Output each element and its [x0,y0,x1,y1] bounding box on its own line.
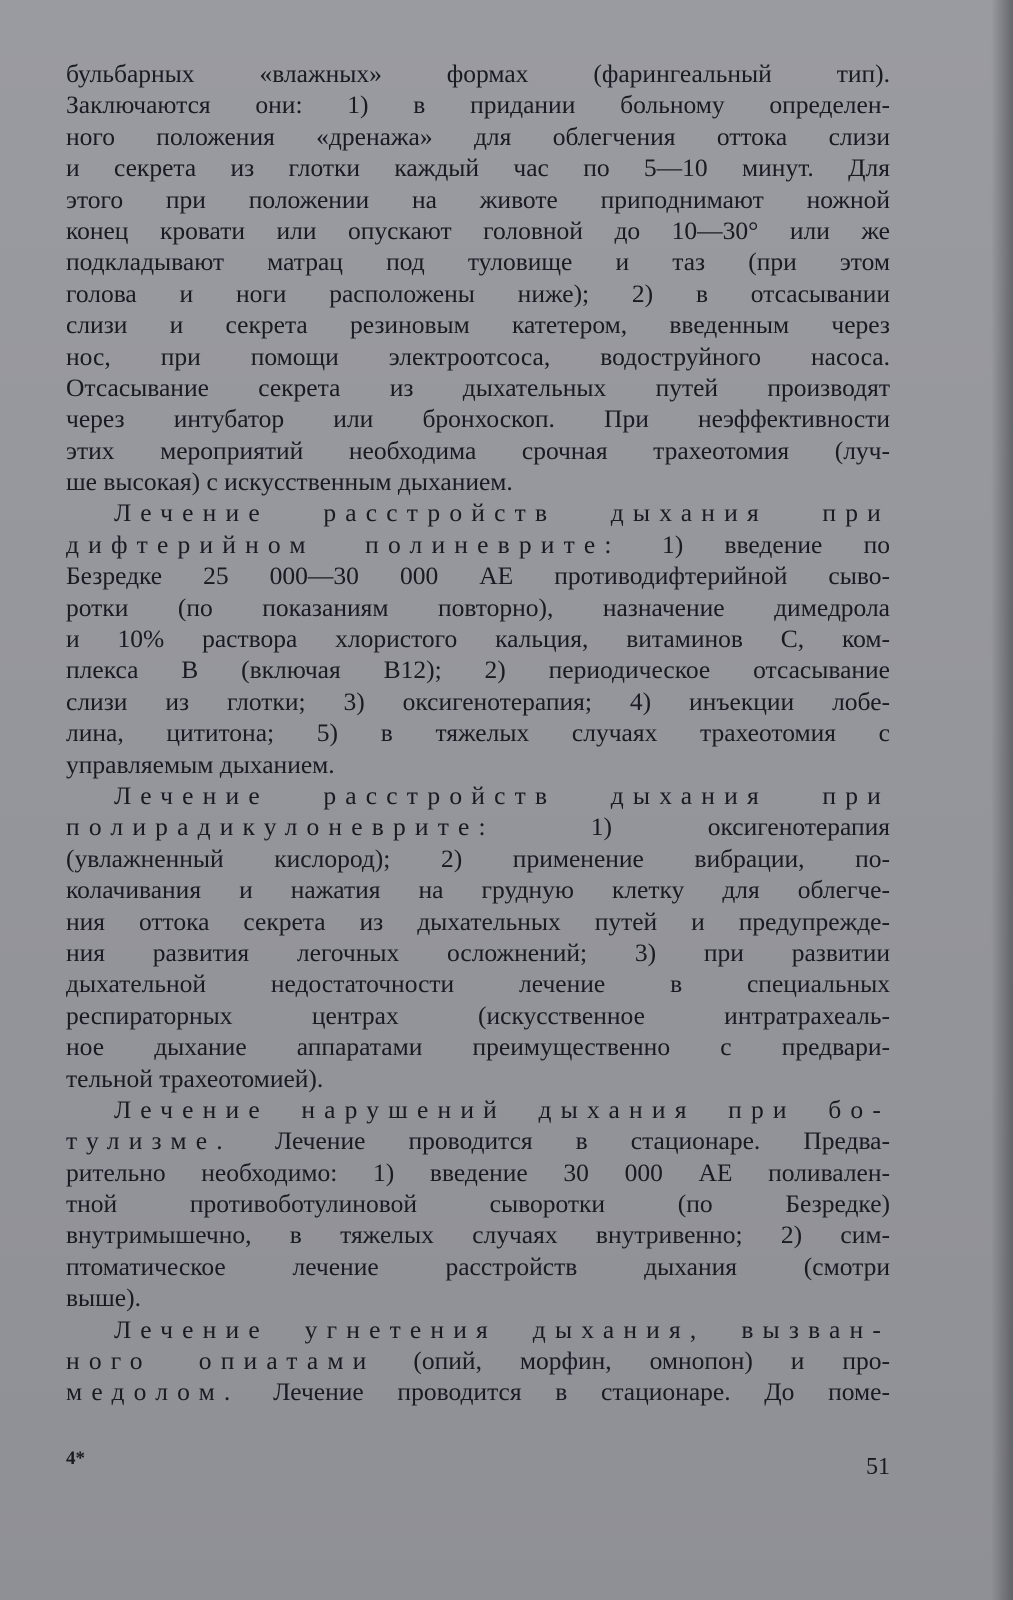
text-line: ния развития легочных осложнений; 3) при развитии [66,937,890,967]
text-fragment: Лечение проводится в стационаре. До поме- [239,1377,890,1407]
printer-signature: 4* [66,1448,85,1469]
text-line: управляемым дыханием. [66,749,335,779]
text-line: через интубатор или бронхоскоп. При неэффективности [66,404,890,434]
text-fragment: (опий, морфин, омнопон) и про- [375,1346,890,1376]
text-line: этих мероприятий необходима срочная трахеотомия (луч- [66,435,890,465]
text-line: ше высокая) с искусственным дыханием. [66,467,513,497]
section-heading-botulism-cont: тулизме. [66,1126,232,1156]
text-line: тной противоботулиновой сыворотки (по Безредке) [66,1189,890,1219]
section-heading-opiates-cont: ного опиатами [66,1346,376,1376]
text-line-mixed [66,1345,890,1376]
text-line: ного положения «дренажа» для облегчения оттока слизи [66,121,890,151]
section-heading-diphtheria-cont: дифтерийном полиневрите: [66,529,621,559]
text-line: (увлажненный кислород); 2) применение вибрации, по- [66,843,890,873]
text-line: птоматическое лечение расстройств дыхания (смотри [66,1251,890,1281]
text-line: Заключаются они: 1) в придании больному определен- [66,90,890,120]
text-line: подкладывают матрац под туловище и таз (при этом [66,247,890,277]
section-heading-botulism: Лечение нарушений дыхания при бо- [114,1094,890,1124]
text-line: рительно необходимо: 1) введение 30 000 АЕ поливален- [66,1157,890,1187]
text-line: дыхательной недостаточности лечение в специальных [66,969,890,999]
text-line: ротки (по показаниям повторно), назначение димедрола [66,592,890,622]
text-line-mixed [66,529,890,560]
text-fragment: Лечение проводится в стационаре. Предва- [231,1126,890,1156]
text-line: ния оттока секрета из дыхательных путей и предупрежде- [66,906,890,936]
text-line: Безредке 25 000—30 000 АЕ противодифтерийной сыво- [66,561,890,591]
text-line: тельной трахеотомией). [66,1063,324,1093]
text-line: и 10% раствора хлористого кальция, витаминов С, ком- [66,624,890,654]
text-line: слизи и секрета резиновым катетером, введенным через [66,310,890,340]
text-line: ное дыхание аппаратами преимущественно с предвари- [66,1032,890,1062]
page-spine-shadow [991,0,1013,1600]
text-line-mixed [66,811,890,842]
text-line: слизи из глотки; 3) оксигенотерапия; 4) инъекции лобе- [66,686,890,716]
text-line: плекса В (включая В12); 2) периодическое отсасывание [66,655,890,685]
text-line: бульбарных «влажных» формах (фарингеальный тип). [66,59,890,88]
text-line: Отсасывание секрета из дыхательных путей производят [66,372,890,402]
section-heading-polyradiculoneuritis: Лечение расстройств дыхания при [114,780,890,810]
text-line: выше). [66,1283,141,1313]
text-line-mixed [66,1376,890,1407]
section-heading-polyradiculoneuritis-cont: полирадикулоневрите: [66,812,495,842]
page-footer [66,1448,890,1480]
text-line-mixed [66,1125,890,1156]
text-line: голова и ноги расположены ниже); 2) в отсасывании [66,278,890,308]
text-line: и секрета из глотки каждый час по 5—10 минут. Для [66,153,890,183]
text-line: респираторных центрах (искусственное интратрахеаль- [66,1000,890,1030]
text-line: лина, цититона; 5) в тяжелых случаях трахеотомия с [66,718,890,748]
text-line: колачивания и нажатия на грудную клетку для облегче- [66,875,890,905]
text-line: этого при положении на животе приподнимают ножной [66,184,890,214]
section-heading-diphtheria: Лечение расстройств дыхания при [114,498,890,528]
page-text [66,58,890,1408]
text-line: нос, при помощи электроотсоса, водоструйного насоса. [66,341,890,371]
text-fragment: 1) оксигенотерапия [494,812,890,842]
text-line: конец кровати или опускают головной до 10—30° или же [66,215,890,245]
page-number: 51 [866,1454,890,1480]
section-heading-opiates: Лечение угнетения дыхания, вызван- [114,1314,890,1344]
section-heading-opiates-end: медолом. [66,1377,240,1407]
text-line: внутримышечно, в тяжелых случаях внутривенно; 2) сим- [66,1220,890,1250]
text-fragment: 1) введение по [620,529,890,559]
